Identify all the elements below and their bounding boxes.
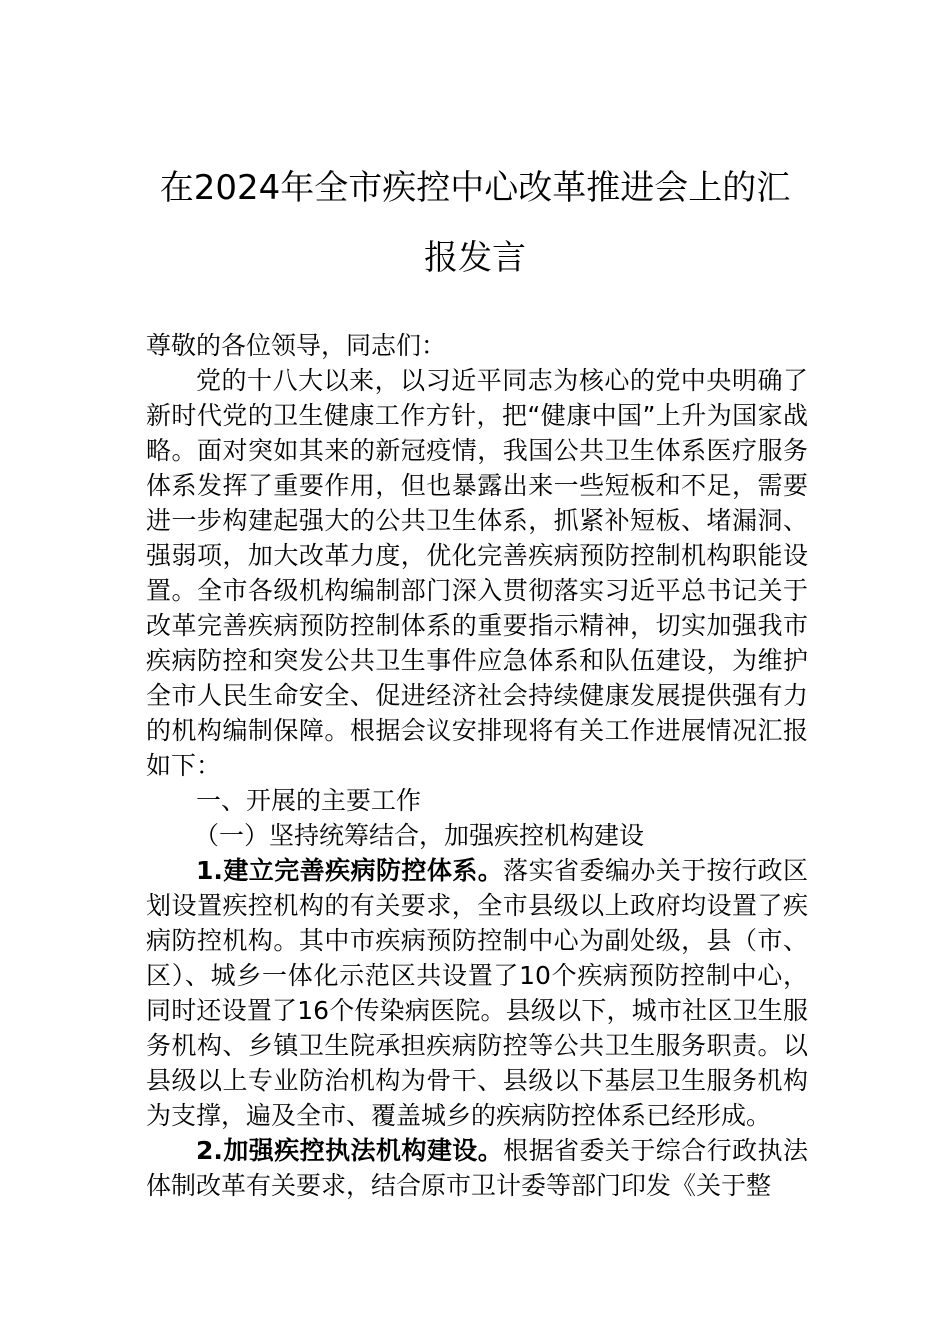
subsection-heading-1: （一）坚持统筹结合，加强疾控机构建设: [194, 821, 645, 850]
section-heading-1: 一、开展的主要工作: [196, 786, 422, 815]
salutation: 尊敬的各位领导，同志们：: [146, 331, 447, 360]
item-1-lead: 1.建立完善疾病防控体系。: [196, 856, 504, 885]
item-1-text: 落实省委编办关于按行政区划设置疾控机构的有关要求，全市县级以上政府均设置了疾病防控机构。其中市疾病预防控制中心为副处级，县（市、区）、城乡一体化示范区共设置了10个疾病预防控制中心，同时还设置了16个传染病医院。县级以下，城市社区卫生服务机构、乡镇卫生院承担疾病防控等公共卫生服务职责。以县级以上专业防治机构为骨干、县级以下基层卫生服务机构为支撑，遍及全市、覆盖城乡的疾病防控体系已经形成。: [146, 856, 808, 1130]
document-title-line-1: 在2024年全市疾控中心改革推进会上的汇: [159, 168, 791, 208]
document-body: [146, 328, 808, 1203]
item-2-lead: 2.加强疾控执法机构建设。: [196, 1136, 504, 1165]
item-2-text: 根据省委关于综合行政执法体制改革有关要求，结合原市卫计委等部门印发《关于整: [146, 1136, 808, 1200]
document-title-line-2: 报发言: [424, 238, 526, 278]
item-paragraph-2: [146, 1133, 808, 1203]
intro-paragraph: 党的十八大以来，以习近平同志为核心的党中央明确了新时代党的卫生健康工作方针，把“健康中国”上升为国家战略。面对突如其来的新冠疫情，我国公共卫生体系医疗服务体系发挥了重要作用，但也暴露出来一些短板和不足，需要进一步构建起强大的公共卫生体系，抓紧补短板、堵漏洞、强弱项，加大改革力度，优化完善疾病预防控制机构职能设置。全市各级机构编制部门深入贯彻落实习近平总书记关于改革完善疾病预防控制体系的重要指示精神，切实加强我市疾病防控和突发公共卫生事件应急体系和队伍建设，为维护全市人民生命安全、促进经济社会持续健康发展提供强有力的机构编制保障。根据会议安排现将有关工作进展情况汇报如下：: [146, 366, 808, 780]
item-paragraph-1: [146, 853, 808, 1133]
